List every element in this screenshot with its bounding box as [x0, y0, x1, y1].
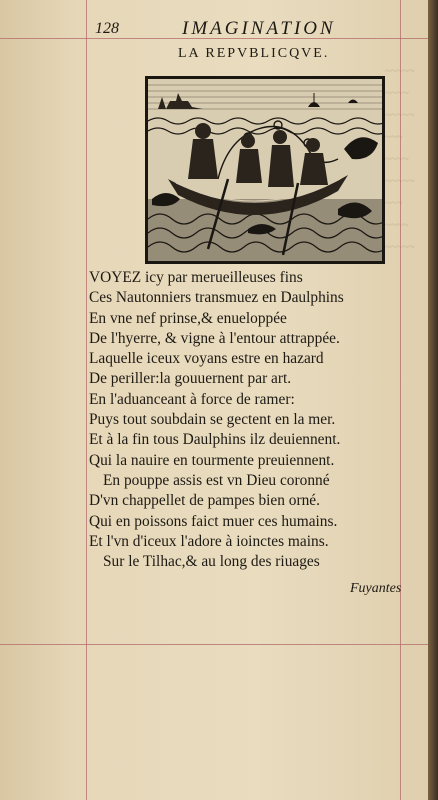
show-through-text: ~~~~~ ~~~~ ~~~~~ ~~~ ~~~~ ~~~~~ ~~~ ~~~~ ~~~~~ — [385, 65, 415, 253]
woodcut-illustration — [145, 76, 385, 264]
woodcut-ship-dolphins-image — [148, 79, 382, 261]
verse-line: De l'hyerre, & vigne à l'entour attrappée. — [89, 329, 340, 347]
ruled-margin-line-left — [86, 0, 87, 800]
verse-text — [89, 268, 344, 572]
verse-line: En vne nef prinse,& enueloppée — [89, 309, 287, 327]
verse-line: Ces Nautonniers transmuez en Daulphins — [89, 289, 344, 307]
book-binding-edge — [428, 0, 438, 800]
running-head: IMAGINATION — [182, 18, 336, 39]
verse-line: Sur le Tilhac,& au long des riuages — [103, 553, 320, 571]
verse-line: Laquelle iceux voyans estre en hazard — [89, 350, 324, 368]
verse-line: D'vn chappellet de pampes bien orné. — [89, 492, 320, 510]
verse-line: Et à la fin tous Daulphins ilz deuiennent. — [89, 431, 341, 449]
verse-line: Qui la nauire en tourmente preuiennent. — [89, 451, 335, 469]
verse-line: Qui en poissons faict muer ces humains. — [89, 512, 338, 530]
verse-line: De periller:la gouuernent par art. — [89, 370, 292, 388]
catchword: Fuyantes — [350, 581, 402, 596]
page-number: 128 — [95, 20, 119, 37]
verse-line: En l'aduanceant à force de ramer: — [89, 390, 295, 408]
page-subtitle: LA REPVBLICQVE. — [178, 46, 330, 61]
verse-line: VOYEZ icy par merueilleuses fins — [89, 269, 303, 286]
verse-line: Et l'vn d'iceux l'adore à ioinctes mains. — [89, 532, 329, 550]
verse-line: En pouppe assis est vn Dieu coronné — [103, 471, 330, 489]
ruled-line-bottom — [0, 644, 428, 645]
verse-line: Puys tout soubdain se gectent en la mer. — [89, 411, 336, 429]
